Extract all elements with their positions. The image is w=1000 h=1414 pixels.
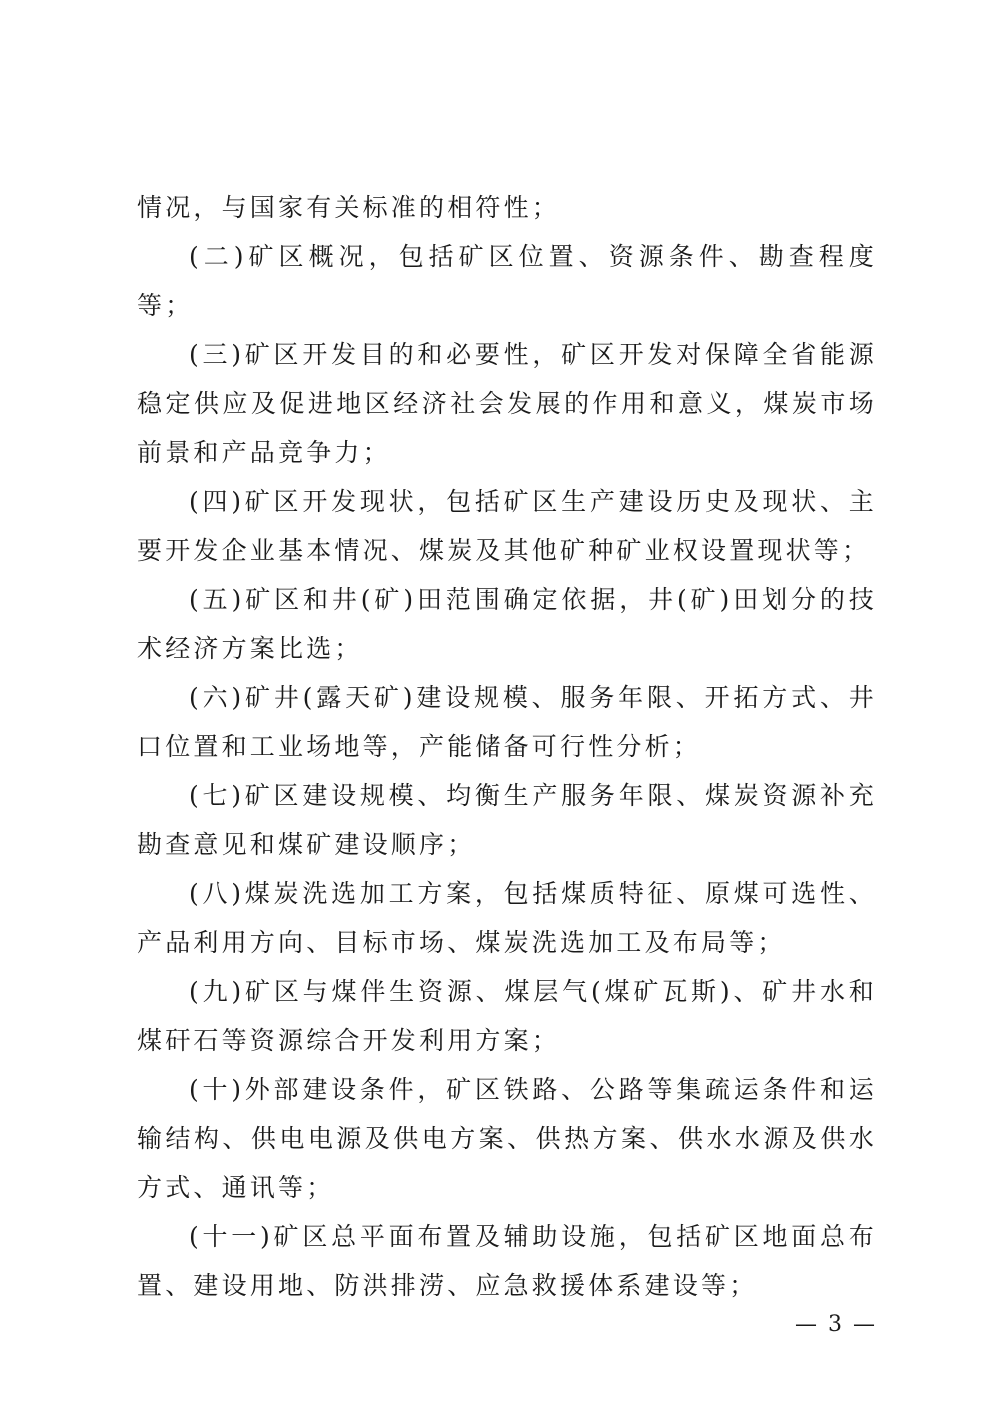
paragraph-item-2: (二)矿区概况，包括矿区位置、资源条件、勘查程度等； (137, 242, 877, 320)
paragraph-item-3: (三)矿区开发目的和必要性，矿区开发对保障全省能源稳定供应及促进地区经济社会发展的作用和意义，煤炭市场前景和产品竞争力； (137, 340, 877, 467)
paragraph-item-10: (十)外部建设条件，矿区铁路、公路等集疏运条件和运输结构、供电电源及供电方案、供热方案、供水水源及供水方式、通讯等； (137, 1075, 877, 1202)
paragraph-item-9: (九)矿区与煤伴生资源、煤层气(煤矿瓦斯)、矿井水和煤矸石等资源综合开发利用方案； (137, 977, 877, 1055)
paragraph-item-5: (五)矿区和井(矿)田范围确定依据，井(矿)田划分的技术经济方案比选； (137, 585, 877, 663)
paragraph-item-11: (十一)矿区总平面布置及辅助设施，包括矿区地面总布置、建设用地、防洪排涝、应急救援体系建设等； (137, 1222, 877, 1300)
paragraph-item-6: (六)矿井(露天矿)建设规模、服务年限、开拓方式、井口位置和工业场地等，产能储备可行性分析； (137, 683, 877, 761)
document-body (137, 183, 877, 1310)
paragraph-item-4: (四)矿区开发现状，包括矿区生产建设历史及现状、主要开发企业基本情况、煤炭及其他矿种矿业权设置现状等； (137, 487, 877, 565)
paragraph-continuation: 情况，与国家有关标准的相符性； (137, 193, 561, 222)
page-number: — 3 — (795, 1312, 877, 1337)
paragraph-item-8: (八)煤炭洗选加工方案，包括煤质特征、原煤可选性、产品利用方向、目标市场、煤炭洗选加工及布局等； (137, 879, 877, 957)
paragraph-item-7: (七)矿区建设规模、均衡生产服务年限、煤炭资源补充勘查意见和煤矿建设顺序； (137, 781, 877, 859)
